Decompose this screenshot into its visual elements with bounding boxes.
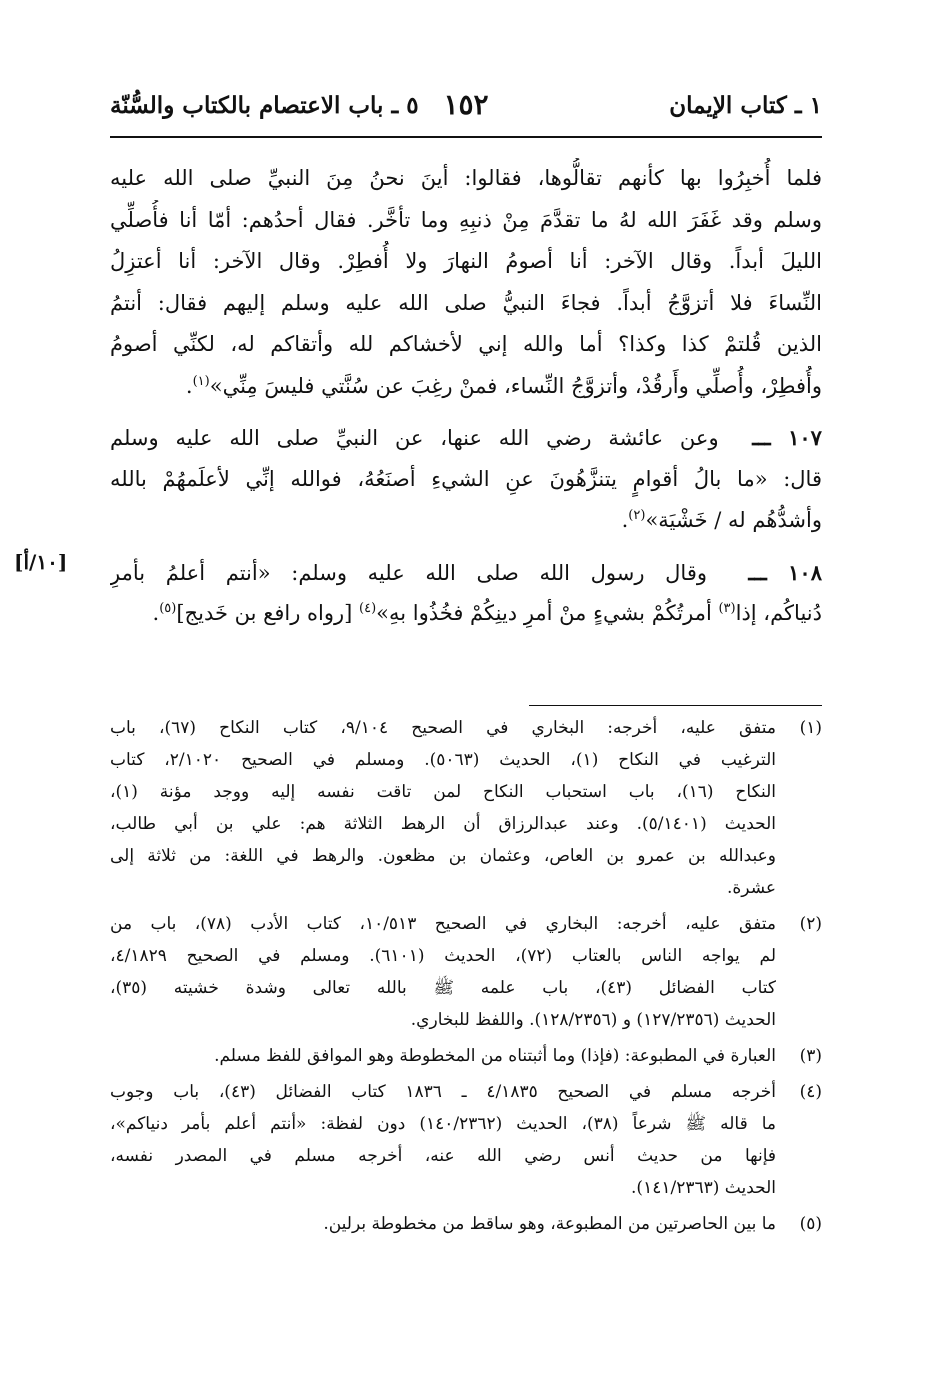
footnote-1 [110, 712, 822, 904]
text-line: قال: «ما بالُ أقوامٍ يتنزَّهُونَ عنِ الشيءِ أصنَعُهُ، فوالله إنِّي لأعلَمهُمْ بالله [110, 466, 822, 491]
text-fragment: . [621, 508, 629, 532]
footnote-line: كتاب الفضائل (٤٣)، باب علمه ﷺ بالله تعالى وشدة خشيته (٣٥)، [110, 978, 776, 998]
footnote-3 [110, 1040, 822, 1072]
footnote-line: النكاح (١٦)، باب استحباب النكاح لمن تاقت نفسه إليه ووجد مؤنة (١)، [110, 782, 776, 802]
text-line [110, 366, 822, 408]
text-line: الليلَ أبداً. وقال الآخر: أنا أصومُ النهارَ ولا أُفطِرْ. وقال الآخر: أنا أعتزِلُ [110, 249, 822, 273]
page-number: ١٥٢ [443, 88, 489, 121]
footnote-number: (١) [799, 718, 822, 738]
footnote-line: ما قاله ﷺ شرعاً (٣٨)، الحديث (١٤٠/٢٣٦٢) دون لفظة: «أنتم أعلم بأمر دنياكم»، [110, 1114, 776, 1134]
text-fragment: أمرتُكُمْ بشيءٍ منْ أمرِ دينِكُمْ فخُذُوا بهِ» [376, 601, 719, 625]
footnote-line: لم يواجه الناس بالعتاب (٧٢)، الحديث (٦١٠١). ومسلم في الصحيح ٤/١٨٢٩، [110, 946, 776, 966]
footnote-ref-4: (٤) [359, 601, 377, 616]
footnote-line: الحديث (١٤١/٢٣٦٣). [631, 1178, 776, 1198]
text-fragment: دُنياكُم، إذا [735, 601, 822, 625]
footnote-ref-1: (١) [192, 373, 210, 389]
text-fragment: [رواه رافع بن خَديج] [176, 601, 359, 625]
text-fragment: . [152, 601, 160, 625]
footnote-number: (٣) [799, 1046, 822, 1066]
text-fragment: وأُفطِرْ، وأُصلِّي وأَرقُدْ، وأتزوَّجُ النِّساء، فمنْ رغِبَ عن سُنَّتي فليسَ مِنِّي» [209, 373, 822, 398]
text-line [110, 552, 822, 594]
footnote-line: متفق عليه، أخرجه: البخاري في الصحيح ٩/١٠٤، كتاب النكاح (٦٧)، باب [110, 718, 776, 738]
main-text [110, 158, 822, 635]
footnote-number: (٤) [799, 1082, 822, 1102]
footnote-number: (٥) [799, 1214, 822, 1234]
footnote-line: أخرجه مسلم في الصحيح ٤/١٨٣٥ ـ ١٨٣٦ كتاب الفضائل (٤٣)، باب وجوب [110, 1082, 776, 1102]
text-line [110, 500, 822, 542]
header-chapter-right: ١ ـ كتاب الإيمان [669, 92, 822, 119]
footnote-ref-5: (٥) [159, 601, 177, 616]
text-line [110, 417, 822, 459]
text-line [110, 593, 822, 635]
footnote-ref-2: (٢) [628, 508, 646, 523]
text-line: الذين قُلتمْ كذا وكذا؟ أما والله إني لأخشاكم لله وأتقاكم له، لكنِّي أصومُ [110, 332, 822, 356]
footnote-number: (٢) [799, 914, 822, 934]
text-fragment: وأشدُّهُم له / خَشْيَة» [645, 508, 822, 532]
footnote-line: العبارة في المطبوعة: (فإذا) وما أثبتناه من المخطوطة وهو الموافق للفظ مسلم. [214, 1046, 776, 1066]
text-fragment: . [185, 373, 193, 398]
text-fragment: وقال رسول الله صلى الله عليه وسلم: «أنتم أعلمُ بأمرِ [110, 560, 707, 585]
footnote-line: الحديث (٥/١٤٠١). وعند عبدالرزاق أن الرهط الثلاثة هم: علي بن أبي طالب، [110, 814, 776, 834]
running-header [110, 86, 822, 138]
footnote-separator [529, 705, 822, 706]
text-line: فلما أُخبِرُوا بها كأنهم تقالُّوها، فقالوا: أينَ نحنُ مِنَ النبيِّ صلى الله عليه [110, 166, 822, 190]
text-fragment: وعن عائشة رضي الله عنها، عن النبيِّ صلى الله عليه وسلم [110, 426, 719, 450]
footnote-2 [110, 908, 822, 1036]
footnote-5 [110, 1208, 822, 1240]
header-chapter-left: ٥ ـ باب الاعتصام بالكتاب والسُّنّة [110, 92, 419, 119]
text-line: وسلم وقد غَفَرَ الله لهُ ما تقدَّمَ مِنْ ذنبِهِ وما تأخَّر. فقال أحدُهم: أمّا أنا فأُصلِّي [110, 207, 822, 232]
footnote-line: الترغيب في النكاح (١)، الحديث (٥٠٦٣). ومسلم في الصحيح ٢/١٠٢٠، كتاب [110, 750, 776, 770]
footnote-ref-3: (٣) [718, 601, 736, 616]
manuscript-folio-marker: [١٠/أ] [14, 550, 68, 574]
footnote-line: متفق عليه، أخرجه: البخاري في الصحيح ١٠/٥١٣، كتاب الأدب (٧٨)، باب من [110, 914, 776, 934]
hadith-number-107: ١٠٧ ـــ [752, 425, 822, 450]
footnote-line: وعبدالله بن عمرو بن العاص، وعثمان بن مظعون. والرهط في اللغة: من ثلاثة إلى [110, 846, 776, 866]
footnotes [110, 712, 822, 1244]
hadith-number-108: ١٠٨ ـــ [748, 559, 822, 585]
text-line: النِّساءَ فلا أتزوَّجُ أبداً. فجاءَ النبيُّ صلى الله عليه وسلم إليهم فقال: أنتمُ [110, 290, 822, 315]
footnote-line: ما بين الحاصرتين من المطبوعة، وهو ساقط من مخطوطة برلين. [323, 1214, 776, 1234]
footnote-4 [110, 1076, 822, 1204]
footnote-line: فإنها من حديث أنس رضي الله عنه، أخرجه مسلم في المصدر نفسه، [110, 1146, 776, 1166]
footnote-line: عشرة. [727, 878, 776, 898]
footnote-line: الحديث (١٢٧/٢٣٥٦) و (١٢٨/٢٣٥٦). واللفظ للبخاري. [410, 1010, 776, 1030]
